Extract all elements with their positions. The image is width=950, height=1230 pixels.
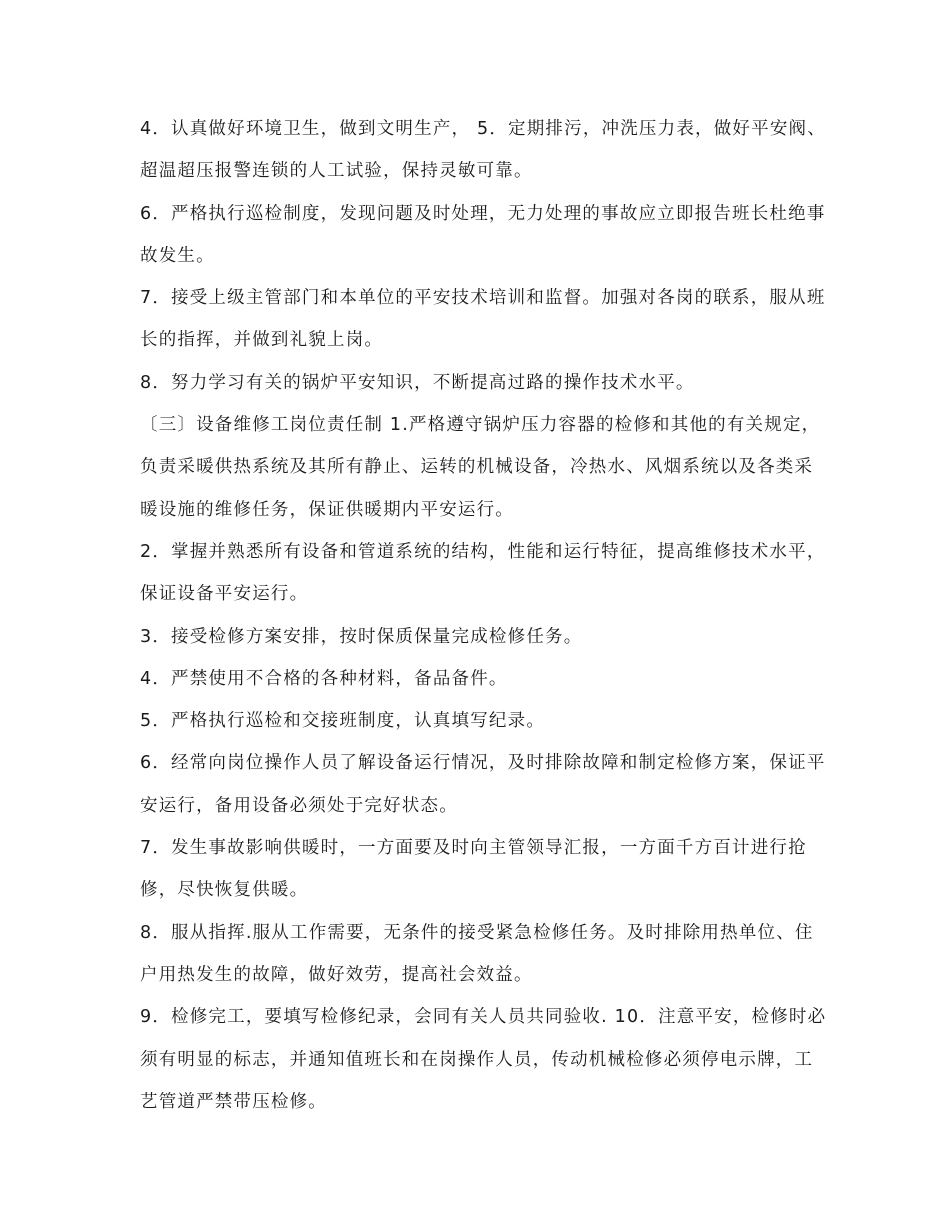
paragraph: 8．努力学习有关的锅炉平安知识，不断提高过路的操作技术水平。 [140,372,695,393]
document-body [140,108,830,1123]
paragraph: 8．服从指挥.服从工作需要，无条件的接受紧急检修任务。及时排除用热单位、住户用热发生的故障，做好效劳，提高社会效益。 [140,922,814,985]
paragraph: 4．严禁使用不合格的各种材料，备品备件。 [140,668,508,689]
paragraph: 7．发生事故影响供暖时，一方面要及时向主管领导汇报，一方面千方百计进行抢修，尽快恢复供暖。 [140,838,807,901]
paragraph: 4．认真做好环境卫生，做到文明生产， 5．定期排污，冲洗压力表，做好平安阀、超温超压报警连锁的人工试验，保持灵敏可靠。 [140,119,826,182]
paragraph: 9．检修完工，要填写检修纪录，会同有关人员共同验收. 10．注意平安，检修时必须有明显的标志，并通知值班长和在岗操作人员，传动机械检修必须停电示牌，工艺管道严禁带压检修。 [140,1007,827,1112]
paragraph: 2．掌握并熟悉所有设备和管道系统的结构，性能和运行特征，提高维修技术水平，保证设备平安运行。 [140,541,826,605]
paragraph: 〔三〕设备维修工岗位责任制 1.严格遵守锅炉压力容器的检修和其他的有关规定，负责采暖供热系统及其所有静止、运转的机械设备，冷热水、风烟系统以及各类采暖设施的维修任务，保证供暖期内平安运行。 [140,415,821,520]
paragraph: 6．严格执行巡检制度，发现问题及时处理，无力处理的事故应立即报告班长杜绝事故发生。 [140,203,826,266]
paragraph: 7．接受上级主管部门和本单位的平安技术培训和监督。加强对各岗的联系，服从班长的指挥，并做到礼貌上岗。 [140,288,826,351]
paragraph: 6．经常向岗位操作人员了解设备运行情况，及时排除故障和制定检修方案，保证平安运行，备用设备必须处于完好状态。 [140,753,826,816]
paragraph: 5．严格执行巡检和交接班制度，认真填写纪录。 [140,711,546,732]
paragraph: 3．接受检修方案安排，按时保质保量完成检修任务。 [140,626,583,647]
